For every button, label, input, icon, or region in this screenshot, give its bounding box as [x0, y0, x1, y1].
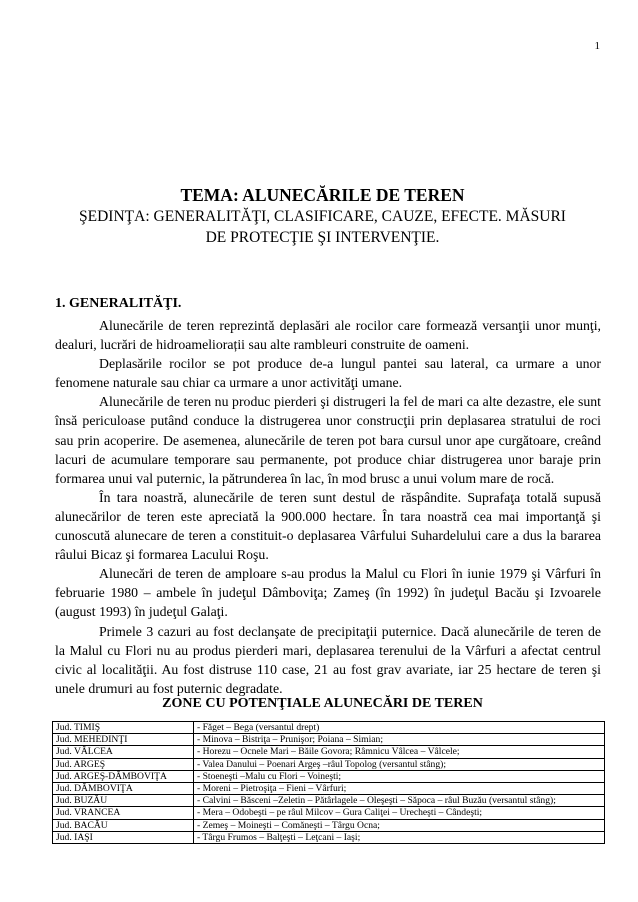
- areas-cell: - Stoeneşti –Malu cu Flori – Voineşti;: [194, 770, 605, 782]
- areas-cell: - Târgu Frumos – Balţeşti – Leţcani – Iaşi;: [194, 831, 605, 843]
- county-cell: Jud. BUZĂU: [53, 795, 194, 807]
- table-row: [53, 746, 605, 758]
- session-subtitle-line-2: DE PROTECŢIE ŞI INTERVENŢIE.: [205, 229, 440, 246]
- body-text: [55, 316, 601, 698]
- title-block: [40, 184, 605, 248]
- section-heading: 1. GENERALITĂŢI.: [55, 296, 182, 311]
- table-row: [53, 783, 605, 795]
- areas-cell: - Horezu – Ocnele Mari – Băile Govora; Râmnicu Vâlcea – Vâlcele;: [194, 746, 605, 758]
- county-cell: Jud. ARGEŞ-DÂMBOVIŢA: [53, 770, 194, 782]
- areas-cell: - Minova – Bistriţa – Prunişor; Poiana – Simian;: [194, 734, 605, 746]
- table-row: [53, 758, 605, 770]
- county-cell: Jud. MEHEDINŢI: [53, 734, 194, 746]
- county-cell: Jud. VÂLCEA: [53, 746, 194, 758]
- paragraph: În tara noastră, alunecările de teren sunt destul de răspândite. Suprafaţa totală supusă alunecărilor de teren este apreciată la 900.000 hectare. În tara noastră cea mai importanţă şi cunoscută alunecare de teren a constituit-o deplasarea Vârfului Suhardelului care a dus la bararea râului Bicaz şi formarea Lacului Roşu.: [55, 489, 601, 563]
- table-row: [53, 807, 605, 819]
- paragraph: Alunecări de teren de amploare s-au produs la Malul cu Flori în iunie 1979 şi Vârfuri în februarie 1980 – ambele în judeţul Dâmboviţa; Zameş (în 1992) în judeţul Bacău şi Izvoarele (august 1993) în judeţul Galaţi.: [55, 566, 601, 620]
- table-row: [53, 770, 605, 782]
- paragraph: Alunecările de teren nu produc pierderi şi distrugeri la fel de mari ca alte dezastre, ele sunt însă periculoase putând conduce la distrugerea unor construcţii prin deplasarea stratului de roci sau prin acoperire. De asemenea, alunecările de teren pot bara cursul unor ape curgătoare, creând lacuri de acumulare temporare sau permanente, pot produce chiar distrugerea unor baraje prin formarea unui val puternic, la pătrunderea în lac, în mod brusc a unui volum mare de rocă.: [55, 394, 601, 486]
- areas-cell: - Valea Danului – Poenari Argeş –râul Topolog (versantul stâng);: [194, 758, 605, 770]
- paragraph: Deplasările rocilor se pot produce de-a lungul pantei sau lateral, ca urmare a unor fenomene naturale sau chiar ca urmare a unor activităţi umane.: [55, 356, 601, 391]
- areas-cell: - Mera – Odobeşti – pe râul Milcov – Gura Caliţei – Urecheşti – Cândeşti;: [194, 807, 605, 819]
- areas-cell: - Moreni – Pietroşiţa – Fieni – Vârfuri;: [194, 783, 605, 795]
- table-row: [53, 734, 605, 746]
- county-cell: Jud. BACĂU: [53, 819, 194, 831]
- zones-table: [52, 721, 605, 844]
- page-number: 1: [594, 40, 600, 52]
- areas-cell: - Zemeş – Moineşti – Comăneşti – Târgu Ocna;: [194, 819, 605, 831]
- county-cell: Jud. ARGEŞ: [53, 758, 194, 770]
- document-title: TEMA: ALUNECĂRILE DE TEREN: [180, 185, 465, 205]
- county-cell: Jud. VRANCEA: [53, 807, 194, 819]
- county-cell: Jud. TIMIŞ: [53, 722, 194, 734]
- table-row: [53, 795, 605, 807]
- areas-cell: - Calvini – Băsceni –Zeletin – Pătârlagele – Oleşeşti – Săpoca – râul Buzău (versantul stâng);: [194, 795, 605, 807]
- table-row: [53, 831, 605, 843]
- paragraph: Alunecările de teren reprezintă deplasări ale rocilor care formează versanţii unor munţi, dealuri, lucrări de hidroameliorații sau alte rambleuri construite de oameni.: [55, 318, 601, 353]
- county-cell: Jud. DÂMBOVIŢA: [53, 783, 194, 795]
- paragraph: Primele 3 cazuri au fost declanşate de precipitaţii puternice. Dacă alunecările de teren de la Malul cu Flori nu au produs pierderi mari, deplasarea terenului de la Vârfuri a afectat centrul civic al localităţii. Au fost distruse 110 case, 21 au fost grav avariate, iar 25 hectare de teren şi unele drumuri au fost puternic degradate.: [55, 623, 601, 696]
- table-row: [53, 722, 605, 734]
- areas-cell: - Făget – Bega (versantul drept): [194, 722, 605, 734]
- session-subtitle-line-1: ŞEDINŢA: GENERALITĂŢI, CLASIFICARE, CAUZE, EFECTE. MĂSURI: [79, 208, 566, 225]
- table-row: [53, 819, 605, 831]
- county-cell: Jud. IAŞI: [53, 831, 194, 843]
- zones-table-title: ZONE CU POTENŢIALE ALUNECĂRI DE TEREN: [162, 696, 483, 711]
